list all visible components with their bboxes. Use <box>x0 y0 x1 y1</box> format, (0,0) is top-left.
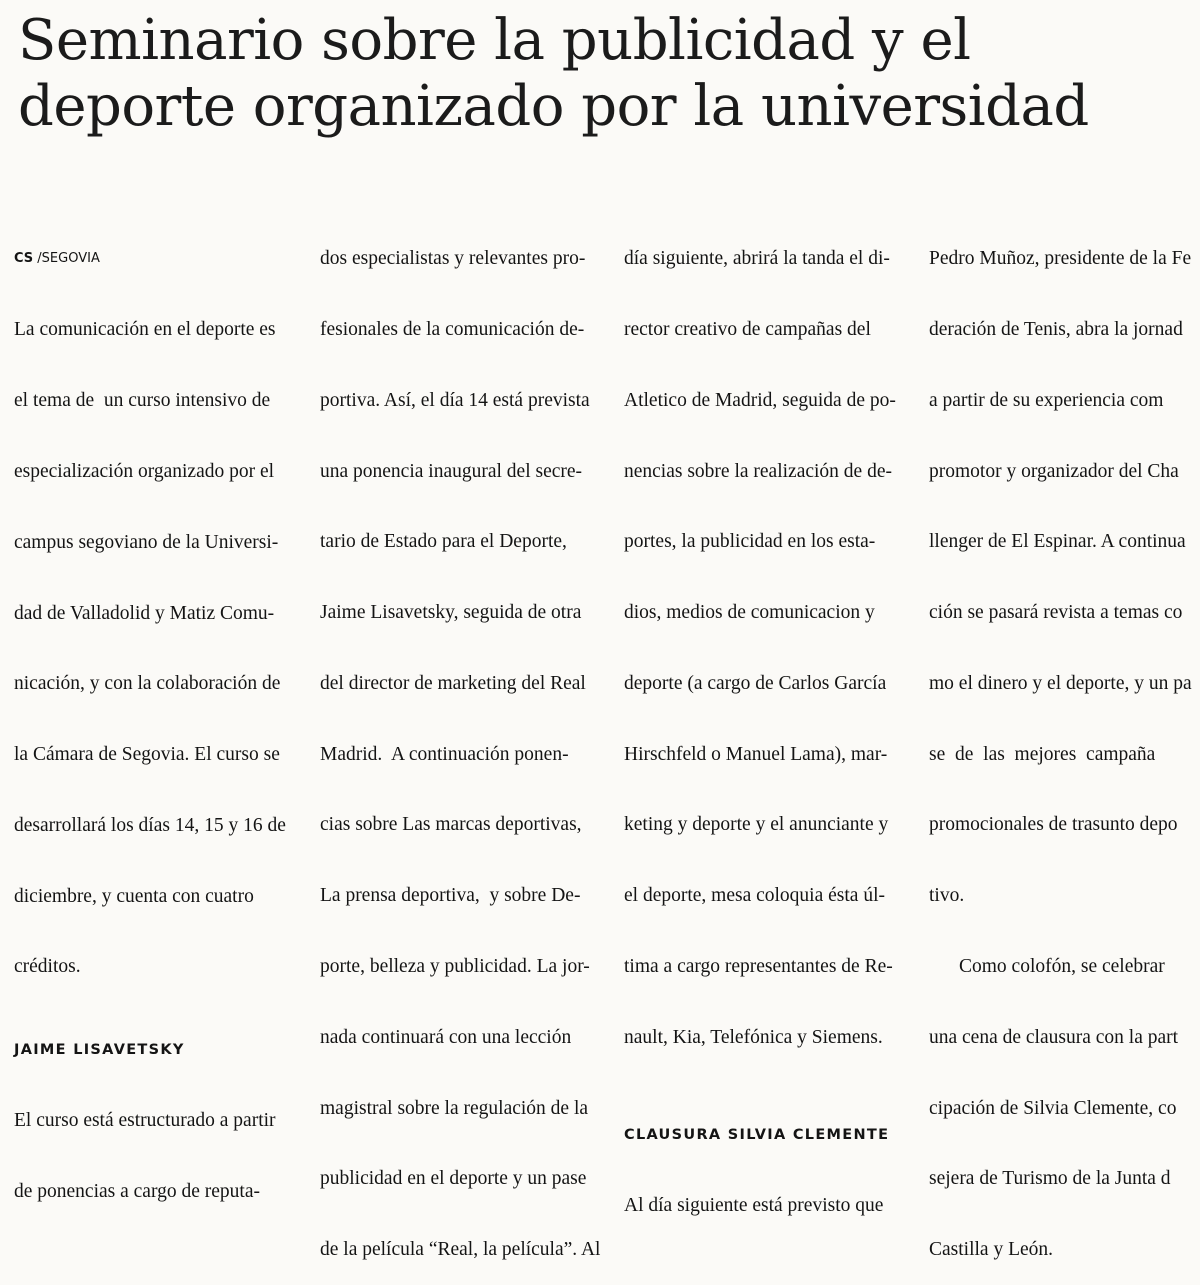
column-2 <box>320 200 601 1285</box>
body-line: del director de marketing del Real <box>320 672 586 694</box>
body-line: fesionales de la comunicación de- <box>320 318 585 340</box>
subheading: CLAUSURA SILVIA CLEMENTE <box>624 1126 890 1143</box>
body-line: publicidad en el deporte y un pase <box>320 1168 587 1190</box>
body-line: Atletico de Madrid, seguida de po- <box>624 389 896 411</box>
body-line: La comunicación en el deporte es <box>14 319 276 341</box>
body-line: portiva. Así, el día 14 está prevista <box>320 389 590 411</box>
body-line: el tema de un curso intensivo de <box>14 390 271 412</box>
byline-location: /SEGOVIA <box>37 251 100 267</box>
body-line: cipación de Silvia Clemente, co <box>929 1097 1177 1119</box>
body-line: a partir de su experiencia com <box>929 389 1164 411</box>
body-line: Pedro Muñoz, presidente de la Fe <box>929 248 1192 270</box>
body-line: llenger de El Espinar. A continua <box>929 531 1186 553</box>
body-line: ción se pasará revista a temas co <box>929 602 1183 624</box>
body-line: El curso está estructurado a partir <box>14 1110 276 1132</box>
body-line: diciembre, y cuenta con cuatro <box>14 885 254 907</box>
body-line: el deporte, mesa coloquia ésta úl- <box>624 885 885 907</box>
body-line: magistral sobre la regulación de la <box>320 1097 589 1119</box>
body-line: tivo. <box>929 885 965 907</box>
headline <box>18 8 1198 140</box>
body-line: mo el dinero y el deporte, y un pa <box>929 672 1192 694</box>
body-line: deración de Tenis, abra la jornad <box>929 318 1183 340</box>
body-line: tario de Estado para el Deporte, <box>320 531 567 553</box>
body-line: de ponencias a cargo de reputa- <box>14 1181 260 1203</box>
body-line: cias sobre Las marcas deportivas, <box>320 814 582 836</box>
body-line: especialización organizado por el <box>14 460 275 482</box>
body-line: una cena de clausura con la part <box>929 1026 1179 1048</box>
body-line: Hirschfeld o Manuel Lama), mar- <box>624 743 888 765</box>
body-line: dos especialistas y relevantes pro- <box>320 248 586 270</box>
headline-line-1: Seminario sobre la publicidad y el <box>18 8 971 73</box>
body-line: Al día siguiente está previsto que <box>624 1194 884 1216</box>
body-line: rector creativo de campañas del <box>624 318 871 340</box>
subheading: JAIME LISAVETSKY <box>14 1042 185 1059</box>
column-3 <box>624 200 904 1241</box>
body-line: deporte (a cargo de Carlos García <box>624 672 887 694</box>
body-line: tima a cargo representantes de Re- <box>624 956 893 977</box>
column-1 <box>14 200 296 1227</box>
body-line: nada continuará con una lección <box>320 1026 572 1048</box>
body-line: nicación, y con la colaboración de <box>14 673 281 695</box>
body-line: Jaime Lisavetsky, seguida de otra <box>320 602 582 624</box>
body-line: dad de Valladolid y Matiz Comu- <box>14 602 275 624</box>
body-line: sejera de Turismo de la Junta d <box>929 1168 1171 1190</box>
body-line: nault, Kia, Telefónica y Siemens. <box>624 1026 883 1048</box>
body-line: promotor y organizador del Cha <box>929 460 1179 482</box>
body-line: se de las mejores campaña <box>929 743 1156 765</box>
column-4 <box>929 200 1200 1285</box>
byline <box>14 247 296 271</box>
body-line: de la película “Real, la película”. Al <box>320 1239 601 1261</box>
body-line: nencias sobre la realización de de- <box>624 460 892 482</box>
body-line: keting y deporte y el anunciante y <box>624 814 889 836</box>
body-line: La prensa deportiva, y sobre De- <box>320 885 581 907</box>
body-line: promocionales de trasunto depo <box>929 814 1178 836</box>
body-line: día siguiente, abrirá la tanda el di- <box>624 248 890 270</box>
body-line: la Cámara de Segovia. El curso se <box>14 744 280 766</box>
body-line: dios, medios de comunicacion y <box>624 602 875 624</box>
body-line: créditos. <box>14 956 81 978</box>
body-line: campus segoviano de la Universi- <box>14 531 279 553</box>
body-line: Castilla y León. <box>929 1239 1054 1261</box>
body-line: desarrollará los días 14, 15 y 16 de <box>14 814 286 836</box>
byline-source: CS <box>14 251 34 267</box>
body-line: porte, belleza y publicidad. La jor- <box>320 956 590 977</box>
body-line: una ponencia inaugural del secre- <box>320 460 583 482</box>
body-line: Madrid. A continuación ponen- <box>320 743 569 765</box>
headline-line-2: deporte organizado por la universidad <box>18 74 1089 139</box>
body-line: portes, la publicidad en los esta- <box>624 531 876 553</box>
body-line: Como colofón, se celebrar <box>959 956 1165 977</box>
